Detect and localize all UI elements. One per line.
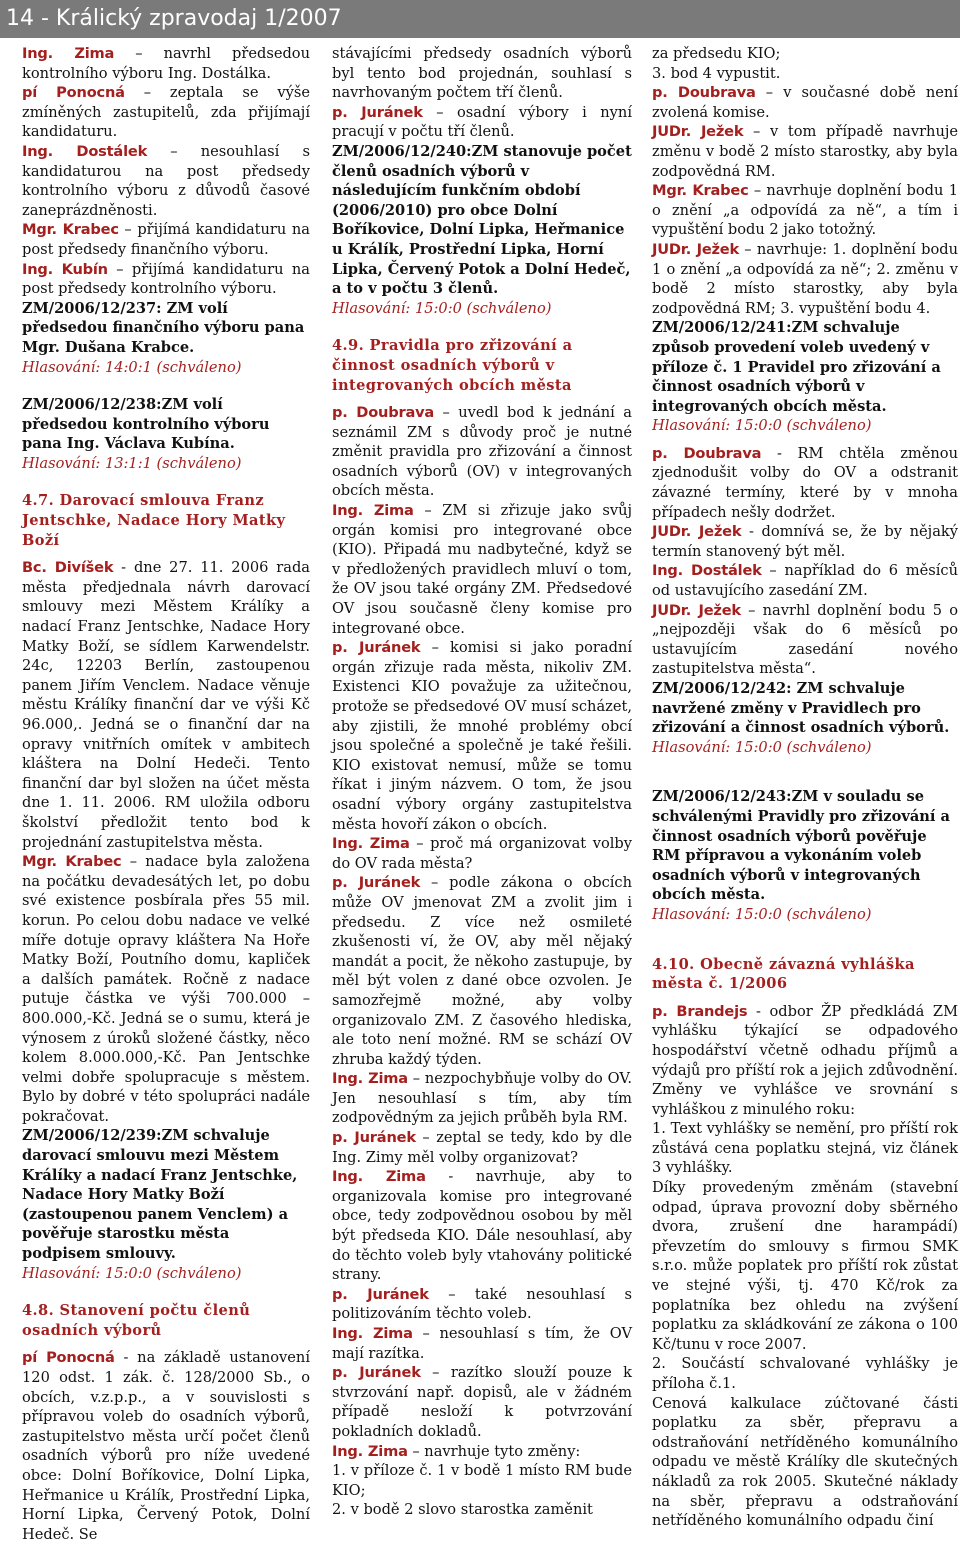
paragraph — [652, 1119, 958, 1178]
speaker-name: Ing. Dostálek — [652, 562, 762, 580]
paragraph-text: ZM/2006/12/243:ZM v souladu se schválenými Pravidly pro zřizování a činnost osadních výborů pověřuje RM přípravou a vykonáním voleb osadních výborů v integrovaných obcích města. — [652, 788, 950, 904]
speaker-name: p. Juránek — [332, 874, 421, 892]
speaker-name: Ing. Kubín — [22, 260, 108, 278]
paragraph-text: 4.10. Obecně závazná vyhláška města č. 1/2006 — [652, 955, 915, 993]
speaker-name: Mgr. Krabec — [22, 221, 119, 239]
paragraph-text: - domnívá se, že by nějaký termín stanovený být měl. — [652, 523, 958, 560]
speaker-name: p. Doubrava — [652, 84, 756, 102]
paragraph — [332, 501, 632, 638]
paragraph-text: – proč má organizovat volby do OV rada města? — [332, 835, 633, 872]
paragraph — [22, 220, 310, 259]
paragraph — [22, 260, 310, 299]
paragraph-text: – navrhl doplnění bodu 5 o „nejpozději však do 6 měsíců po ustavujícím zasedání nového zastupitelstva města“. — [652, 601, 958, 678]
speaker-name: JUDr. Ježek — [652, 240, 740, 258]
paragraph — [332, 403, 632, 501]
paragraph-text: - navrhuje, aby to organizovala komise pro integrované obce, tedy zodpovědnou osobou by měl být předseda KIO. Dále nesouhlasí, aby do těchto voleb byly vtahovány politické strany. — [332, 1168, 632, 1284]
paragraph — [332, 1069, 632, 1128]
paragraph — [332, 834, 632, 873]
speaker-name: p. Brandejs — [652, 1002, 748, 1020]
paragraph-text: Hlasování: 15:0:0 (schváleno) — [652, 417, 872, 435]
paragraph — [652, 240, 958, 318]
resolution-text — [652, 787, 958, 905]
paragraph-text: 3. bod 4 vypustit. — [652, 64, 781, 82]
paragraph — [332, 1500, 632, 1520]
paragraph — [652, 444, 958, 522]
paragraph — [652, 1002, 958, 1120]
speaker-name: Bc. Divíšek — [22, 559, 114, 577]
speaker-name: p. Juránek — [332, 1129, 416, 1147]
paragraph-text: za předsedu KIO; — [652, 45, 781, 62]
paragraph — [22, 852, 310, 1126]
paragraph-text: – zeptal se tedy, kdo by dle Ing. Zimy měl volby organizovat? — [332, 1129, 632, 1166]
paragraph — [332, 1285, 632, 1324]
paragraph-text: – v tom případě navrhuje změnu v bodě 2 místo starostky, aby byla zodpovědná RM. — [652, 123, 959, 180]
paragraph-text: ZM/2006/12/242: ZM schvaluje navržené změny v Pravidlech pro zřizování a činnost osadních výborů. — [652, 680, 950, 737]
speaker-name: JUDr. Ježek — [652, 601, 741, 619]
paragraph — [652, 1394, 958, 1531]
paragraph-text: 4.8. Stanovení počtu členů osadních výborů — [22, 1302, 251, 1339]
paragraph-text: 1. Text vyhlášky se nemění, pro příští rok zůstává cena poplatku stejná, viz článek 3 vyhlášky. — [652, 1120, 958, 1177]
paragraph-text: stávajícími předsedy osadních výborů byl tento bod projednán, souhlasí s navrhovaným počtem tří členů. — [332, 45, 632, 102]
speaker-name: Ing. Dostálek — [22, 142, 148, 160]
paragraph-text: 4.7. Darovací smlouva Franz Jentschke, Nadace Hory Matky Boží — [22, 492, 286, 549]
paragraph-text: - na základě ustanovení 120 odst. 1 zák. č. 128/2000 Sb., o obcích, v.z.p.p., a v souvislosti s přípravou voleb do osadních výborů, zastupitelstvo města určí počet členů osadních výborů pro níže uvedené obce: Dolní Boříkovice, Dolní Lipka, Heřmanice u Králík, Prostřední Lipka, Horní Lipka, Červený Potok, Dolní Hedeč. Se — [22, 1349, 310, 1543]
paragraph — [652, 83, 958, 122]
resolution-text — [332, 142, 632, 299]
speaker-name: Ing. Zima — [332, 1325, 413, 1342]
resolution-text — [652, 318, 958, 416]
paragraph — [332, 103, 632, 142]
section-heading — [652, 955, 958, 994]
section-heading — [332, 336, 632, 395]
speaker-name: p. Juránek — [332, 1285, 429, 1303]
paragraph-text: 4.9. Pravidla pro zřizování a činnost osadních výborů v integrovaných obcích města — [332, 337, 573, 394]
vote-result — [652, 416, 958, 436]
paragraph — [22, 44, 310, 83]
paragraph — [652, 1354, 958, 1393]
speaker-name: Ing. Zima — [332, 1442, 408, 1460]
paragraph — [652, 44, 958, 64]
paragraph-text: – razítko slouží pouze k stvrzování např. dopisů, ale v žádném případě nesloží k potvrzování pokladních dokladů. — [332, 1364, 632, 1440]
paragraph-text: Hlasování: 15:0:0 (schváleno) — [332, 299, 552, 317]
paragraph-text: – ZM si zřizuje jako svůj orgán komisi pro integrované obce (KIO). Připadá mu nadbytečné, když se v předložených pravidlech mluví o tom, že OV jsou také orgány ZM. Předsedové OV jsou současně členy komise pro integrované obce. — [332, 502, 632, 637]
speaker-name: p. Doubrava — [652, 444, 762, 462]
page-header: 14 - Králický zpravodaj 1/2007 — [0, 0, 960, 38]
paragraph-text: – přijímá kandidaturu na post předsedy finančního výboru. — [22, 221, 310, 258]
speaker-name: p. Juránek — [332, 103, 423, 121]
paragraph-text: 1. v příloze č. 1 v bodě 1 místo RM bude KIO; — [332, 1462, 632, 1499]
section-heading — [22, 1301, 310, 1340]
paragraph-text: – také nesouhlasí s politizováním těchto voleb. — [332, 1285, 632, 1323]
speaker-name: Ing. Zima — [22, 45, 115, 62]
paragraph-text: – navrhuje doplnění bodu 1 o znění „a odpovídá za ně“, a tím i vypuštění bodu 2 jako totožný. — [652, 182, 959, 239]
paragraph-text: ZM/2006/12/240:ZM stanovuje počet členů osadních výborů v následujícím funkčním období (2006/2010) pro obce Dolní Boříkovice, Dolní Lipka, Heřmanice u Králík, Prostřední Lipka, Horní Lipka, Červený Potok a Dolní Hedeč, a to v počtu 3 členů. — [332, 142, 632, 298]
speaker-name: Ing. Zima — [332, 502, 414, 520]
paragraph-text: 2. Součástí schvalované vyhlášky je příloha č.1. — [652, 1355, 958, 1392]
paragraph-text: Hlasování: 15:0:0 (schváleno) — [652, 738, 872, 756]
speaker-name: p. Juránek — [332, 1364, 421, 1382]
speaker-name: Ing. Zima — [332, 835, 410, 853]
paragraph-text: ZM/2006/12/239:ZM schvaluje darovací smlouvu mezi Městem Králíky a nadací Franz Jentschke, Nadace Hory Matky Boží (zastoupenou panem Venclem) a pověřuje starostku města podpisem smlouvy. — [22, 1127, 298, 1263]
speaker-name: Ing. Zima — [332, 1168, 426, 1186]
paragraph — [652, 64, 958, 84]
paragraph-text: – navrhuje: 1. doplnění bodu 1 o znění „a odpovídá za ně“; 2. změnu v bodě 2 místo starostky, aby byla zodpovědná RM; 3. vypuštění bodu 4. — [652, 240, 958, 317]
paragraph — [652, 522, 958, 561]
paragraph — [22, 83, 310, 142]
vote-result — [22, 1264, 310, 1284]
column-3 — [652, 44, 959, 1530]
paragraph — [22, 142, 310, 220]
paragraph-text: – nesouhlasí s tím, že OV mají razítka. — [332, 1325, 632, 1362]
paragraph — [332, 1461, 632, 1500]
resolution-text — [22, 395, 310, 454]
paragraph-text: – přijímá kandidaturu na post předsedy kontrolního výboru. — [22, 260, 310, 298]
speaker-name: Ing. Zima — [332, 1070, 408, 1088]
speaker-name: JUDr. Ježek — [652, 523, 742, 541]
column-2 — [332, 44, 632, 1522]
paragraph-text: Cenová kalkulace zúčtované části poplatku za sběr, přepravu a odstraňování netříděného komunálního odpadu ve městě Králíky dle skutečných nákladů za rok 2005. Skutečné náklady na sběr, přepravu a odstraňování netříděného komunálního odpadu činí — [652, 1394, 958, 1530]
speaker-name: pí Ponocná — [22, 1349, 115, 1367]
vote-result — [332, 299, 632, 319]
paragraph-text: – podle zákona o obcích může OV jmenovat ZM a zvolit jim i předsedu. Z více než osmileté zkušenosti ví, že OV, aby měl nějaký mandát a pocit, že někoho zastupuje, by měl být volen z dané obce ozvolen. Je samozřejmě možné, aby volby organizovalo ZM. Z časového hlediska, ale toto není možné. RM se schází OV zhruba každý týden. — [332, 874, 632, 1068]
paragraph-text: ZM/2006/12/238:ZM volí předsedou kontrolního výboru pana Ing. Václava Kubína. — [22, 396, 270, 453]
paragraph — [332, 873, 632, 1069]
speaker-name: JUDr. Ježek — [652, 123, 744, 141]
paragraph — [652, 181, 958, 240]
paragraph — [332, 44, 632, 103]
vote-result — [22, 358, 310, 378]
paragraph — [332, 1363, 632, 1441]
paragraph-text: Hlasování: 13:1:1 (schváleno) — [22, 454, 242, 472]
speaker-name: Mgr. Krabec — [22, 853, 122, 871]
speaker-name: p. Juránek — [332, 639, 421, 657]
column-1 — [22, 44, 310, 1543]
paragraph-text: ZM/2006/12/237: ZM volí předsedou finančního výboru pana Mgr. Dušana Krabce. — [22, 299, 305, 356]
resolution-text — [22, 1126, 310, 1263]
speaker-name: pí Ponocná — [22, 84, 125, 102]
paragraph — [652, 601, 958, 679]
paragraph — [22, 558, 310, 852]
paragraph — [652, 561, 958, 600]
vote-result — [652, 738, 958, 758]
section-heading — [22, 491, 310, 550]
speaker-name: Mgr. Krabec — [652, 182, 749, 200]
paragraph-text: – osadní výbory i nyní pracují v počtu tří členů. — [332, 103, 632, 141]
paragraph-text: – nezpochybňuje volby do OV. Jen nesouhlasí s tím, aby tím zodpovědným za jejich průběh byla RM. — [332, 1070, 632, 1127]
paragraph — [332, 1167, 632, 1285]
paragraph-text: - dne 27. 11. 2006 rada města předjednala návrh darovací smlouvy mezi Městem Králíky a nadací Franz Jentschke, Nadace Hory Matky Boží, se sídlem Karwendelstr. 24c, 12203 Berlín, zastoupenou panem Jiřím Venclem. Nadace věnuje městu Králíky finanční dar ve výši Kč 96.000,. Jedná se o finanční dar na opravy vnitřních omítek v ambitech kláštera na Dolní Hedeči. Tento finanční dar byl složen na účet města dne 1. 11. 2006. RM uložila odboru školství předložit tento bod k projednání zastupitelstva města. — [22, 559, 310, 851]
paragraph-text: – navrhuje tyto změny: — [407, 1442, 581, 1460]
paragraph-text: Díky provedeným změnám (stavební odpad, úprava provozní doby sběrného dvora, zrušení dne harampádí) převzetím do smlouvy s firmou SMK s.r.o. může poplatek pro příští rok zůstat ve stejné výši, tj. 470 Kč/rok za poplatníka bez ohledu na zvýšení poplatku za skládkování ze zákona o 100 Kč/tunu v roce 2007. — [652, 1179, 958, 1353]
vote-result — [652, 905, 958, 925]
speaker-name: p. Doubrava — [332, 404, 435, 422]
paragraph-text: – v současné době není zvolená komise. — [652, 84, 958, 121]
vote-result — [22, 454, 310, 474]
paragraph — [332, 1442, 632, 1462]
paragraph-text: - RM chtěla změnou zjednodušit volby do OV a odstranit závazné termíny, které by v mnoha případech nešly dodržet. — [652, 444, 958, 521]
paragraph — [652, 1178, 958, 1354]
paragraph-text: – například do 6 měsíců od ustavujícího zasedání ZM. — [652, 562, 959, 600]
paragraph-text: 2. v bodě 2 slovo starostka zaměnit — [332, 1501, 593, 1519]
paragraph — [22, 1348, 310, 1544]
paragraph-text: – uvedl bod k jednání a seznámil ZM s důvody proč je nutné změnit pravidla pro zřizování a činnost osadních výborů (OV) v integrovaných obcích města. — [332, 404, 632, 500]
paragraph — [652, 122, 958, 181]
paragraph-text: – zeptala se výše zmíněných zastupitelů, zda přijímají kandidaturu. — [22, 84, 310, 141]
paragraph-text: Hlasování: 15:0:0 (schváleno) — [652, 905, 872, 923]
resolution-text — [22, 299, 310, 358]
paragraph-text: ZM/2006/12/241:ZM schvaluje způsob provedení voleb uvedený v příloze č. 1 Pravidel pro zřizování a činnost osadních výborů v integrovaných obcích města. — [652, 319, 941, 415]
paragraph-text: – komisi si jako poradní orgán zřizuje rada města, nikoliv ZM. Existenci KIO považuje za užitečnou, protože se předsedové OV musí scházet, aby zjistili, že mnohé problémy obcí jsou společné a společně je také řešili. KIO existovat nemusí, může se tomu říkat i jiným názvem. O tom, že jsou osadní výbory orgány zastupitelstva města hovoří zákon o obcích. — [332, 639, 632, 833]
resolution-text — [652, 679, 958, 738]
paragraph-text: Hlasování: 15:0:0 (schváleno) — [22, 1264, 242, 1282]
paragraph-text: – navrhl předsedou kontrolního výboru Ing. Dostálka. — [22, 45, 310, 82]
paragraph — [332, 1324, 632, 1363]
paragraph — [332, 1128, 632, 1167]
paragraph-text: Hlasování: 14:0:1 (schváleno) — [22, 358, 242, 376]
paragraph — [332, 638, 632, 834]
paragraph-text: - odbor ŽP předkládá ZM vyhlášku týkající se odpadového hospodářství včetně odhadu příjmů a výdajů pro příští rok a jejich zdůvodnění. Změny ve vyhlášce ve srovnání s vyhláškou z minulého roku: — [652, 1002, 959, 1118]
paragraph-text: – nadace byla založena na počátku devadesátých let, po dobu své existence posbírala přes 55 mil. korun. Po celou dobu nadace ve velké míře dotuje opravy kláštera Na Hoře Matky Boží, Poutního domu, kapliček a dalších památek. Ročně z nadace putuje částka ve výši 700.000 – 800.000,-Kč. Jedná se o sumu, která je výnosem z úroků složené částky, něco kolem 8.000.000,-Kč. Pan Jentschke velmi dobře spolupracuje s městem. Bylo by dobré v této spolupráci nadále pokračovat. — [22, 853, 310, 1125]
paragraph-text: – nesouhlasí s kandidaturou na post předsedy kontrolního výboru z důvodů časové zaneprázdněnosti. — [22, 142, 310, 219]
